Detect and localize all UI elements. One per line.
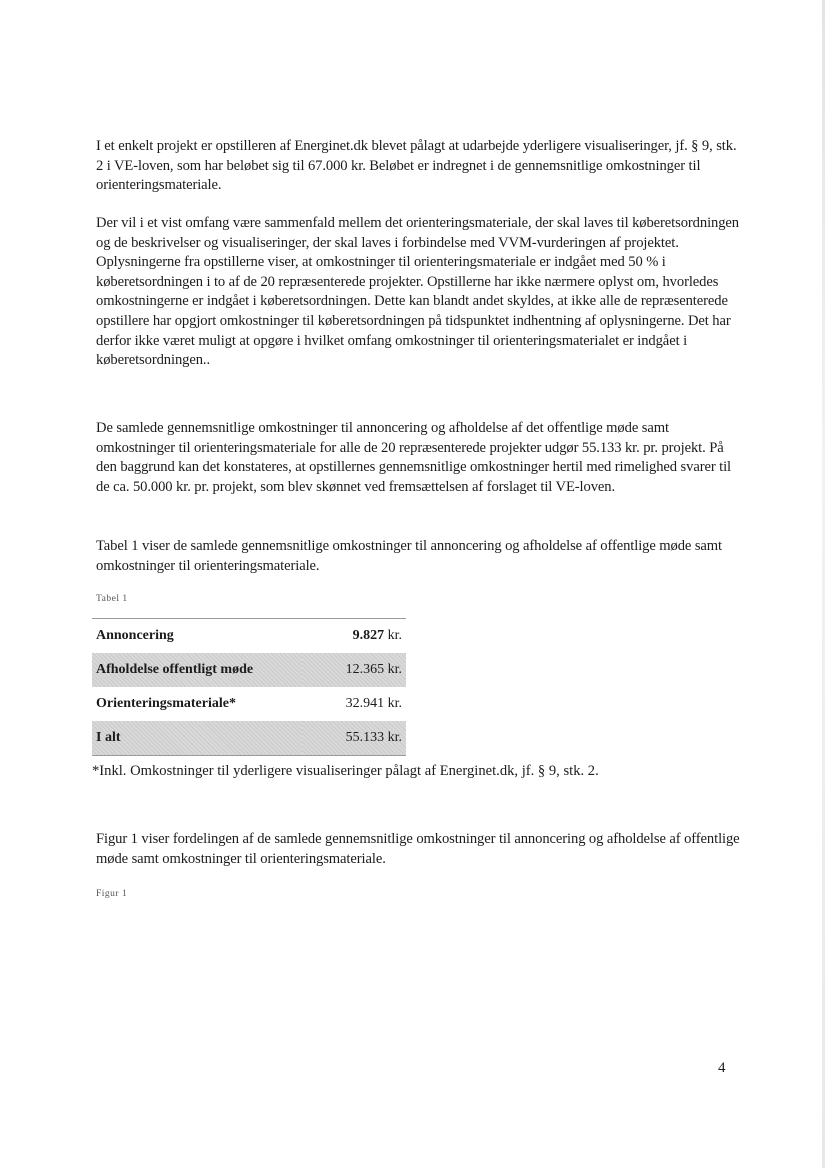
paragraph-overlap: Der vil i et vist omfang være sammenfald mellem det orienteringsmateriale, der skal laves til køberetsordningen og de beskrivelser og visualiseringer, der skal laves i forbindelse med VVM-vurderingen af projektet. Oplysningerne fra opstillerne viser, at omkostninger til orienteringsmateriale er indgået med 50 % i køberetsordningen i to af de 20 repræsenterede projekter. Opstillerne har ikke nærmere oplyst om, hvorledes omkostningerne er indgået i køberetsordningen. Dette kan blandt andet skyldes, at ikke alle de repræsenterede opstillere har opgjort omkostninger til køberetsordningen på tidspunktet indhentning af oplysningerne. Det har derfor ikke været muligt at opgøre i hvilket omfang omkostninger til orienteringsmaterialet er indgået i køberetsordningen.. — [96, 215, 739, 369]
table-row-public-meeting — [92, 653, 406, 687]
row-unit: kr. — [387, 696, 402, 711]
row-label: Annoncering — [96, 628, 174, 643]
row-value: 9.827 — [352, 628, 385, 643]
page-number: 4 — [718, 1060, 726, 1076]
table-row-announcement — [92, 619, 406, 654]
table-row-orientation-material — [92, 687, 406, 721]
row-amount — [302, 687, 406, 721]
row-amount — [302, 653, 406, 687]
paragraph-figure-intro: Figur 1 viser fordelingen af de samlede gennemsnitlige omkostninger til annoncering og afholdelse af offentlige møde samt omkostninger til orienteringsmateriale. — [96, 831, 740, 867]
table-footnote: *Inkl. Omkostninger til yderligere visualiseringer pålagt af Energinet.dk, jf. § 9, stk. 2. — [92, 763, 599, 779]
paragraph-total-costs: De samlede gennemsnitlige omkostninger til annoncering og afholdelse af det offentlige møde samt omkostninger til orienteringsmateriale for alle de 20 repræsenterede projekter udgør 55.133 kr. pr. projekt. På den baggrund kan det konstateres, at opstillernes gennemsnitlige omkostninger hertil med rimelighed svarer til de ca. 50.000 kr. pr. projekt, som blev skønnet ved fremsættelsen af forslaget til VE-loven. — [96, 420, 732, 495]
row-value: 32.941 — [345, 696, 385, 711]
row-label: Orienteringsmateriale* — [96, 696, 236, 711]
paragraph-table-intro: Tabel 1 viser de samlede gennemsnitlige omkostninger til annoncering og afholdelse af offentlige møde samt omkostninger til orienteringsmateriale. — [96, 538, 723, 574]
cost-table — [92, 618, 406, 756]
row-value: 55.133 — [345, 730, 385, 745]
row-value: 12.365 — [345, 662, 385, 677]
row-amount — [302, 721, 406, 756]
paragraph-visualizations: I et enkelt projekt er opstilleren af Energinet.dk blevet pålagt at udarbejde yderligere visualiseringer, jf. § 9, stk. 2 i VE-loven, som har beløbet sig til 67.000 kr. Beløbet er indregnet i de gennemsnitlige omkostninger til orienteringsmateriale. — [96, 138, 737, 194]
row-label: Afholdelse offentligt møde — [92, 653, 302, 687]
row-amount — [302, 619, 406, 654]
table-row-total — [92, 721, 406, 756]
row-unit: kr. — [387, 730, 402, 745]
figure-caption: Figur 1 — [96, 889, 128, 899]
row-unit: kr. — [387, 628, 402, 643]
table-caption: Tabel 1 — [96, 594, 128, 604]
row-unit: kr. — [387, 662, 402, 677]
row-label: I alt — [92, 721, 302, 756]
